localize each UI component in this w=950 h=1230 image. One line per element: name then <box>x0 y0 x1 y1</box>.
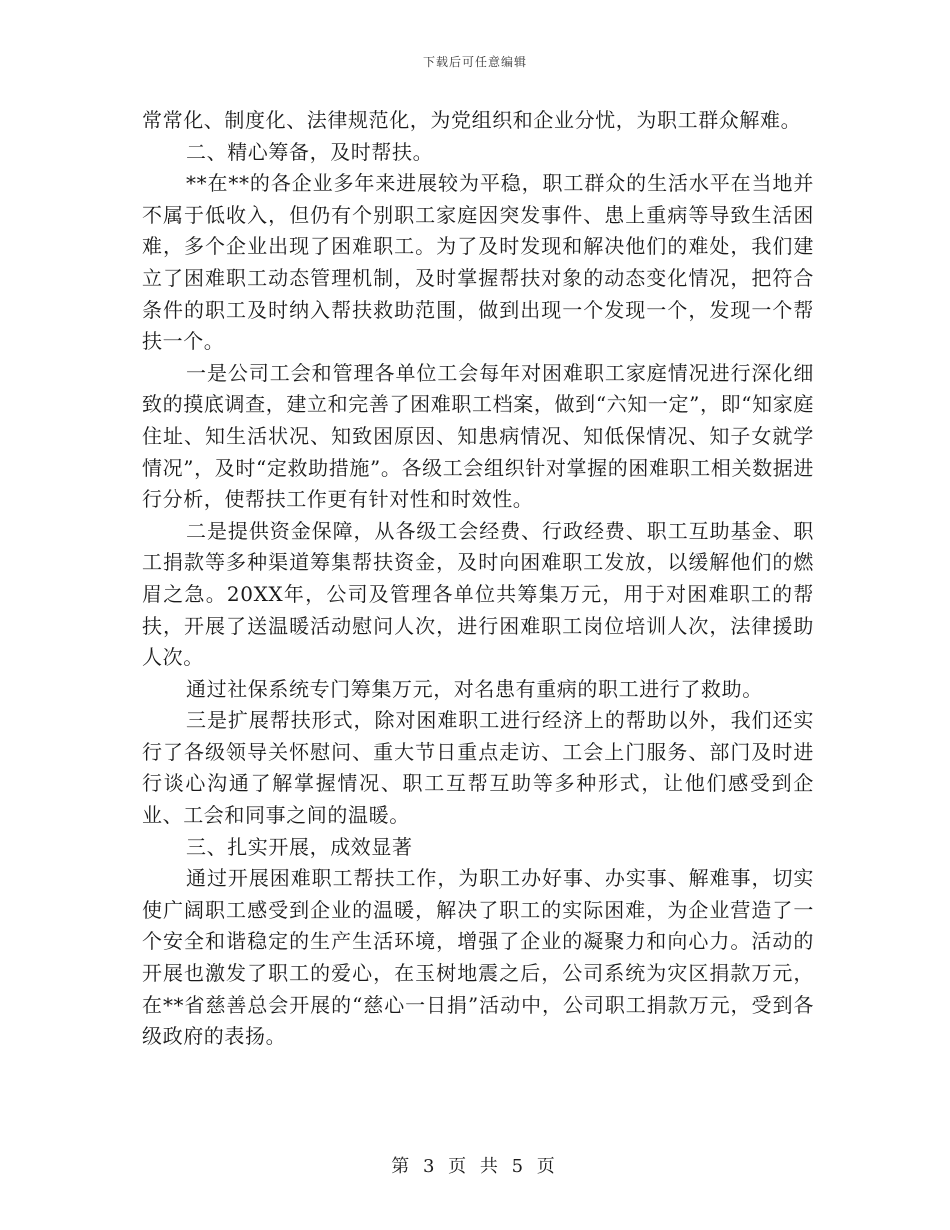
paragraph-continuation: 常常化、制度化、法律规范化，为党组织和企业分忧，为职工群众解难。 <box>142 108 802 132</box>
section-heading-3: 三、扎实开展，成效显著 <box>186 834 413 859</box>
paragraph: 一是公司工会和管理各单位工会每年对困难职工家庭情况进行深化细致的摸底调查，建立和完善了困难职工档案，做到“六知一定”，即“知家庭住址、知生活状况、知致困原因、知患病情况、知低保情况、知子女就学情况”，及时“定救助措施”。各级工会组织针对掌握的困难职工相关数据进行分析，使帮扶工作更有针对性和时效性。 <box>142 360 814 512</box>
document-body <box>142 105 814 1053</box>
section-heading-2: 二、精心筹备，及时帮扶。 <box>186 139 434 164</box>
paragraph: 通过社保系统专门筹集万元，对名患有重病的职工进行了救助。 <box>186 676 763 701</box>
paragraph: 通过开展困难职工帮扶工作，为职工办好事、办实事、解难事，切实使广阔职工感受到企业的温暖，解决了职工的实际困难，为企业营造了一个安全和谐稳定的生产生活环境，增强了企业的凝聚力和向心力。活动的开展也激发了职工的爱心，在玉树地震之后，公司系统为灾区捐款万元，在**省慈善总会开展的“慈心一日捐”活动中，公司职工捐款万元，受到各级政府的表扬。 <box>142 866 814 1049</box>
page-header: 下载后可任意编辑 <box>422 55 527 69</box>
paragraph: 三是扩展帮扶形式，除对困难职工进行经济上的帮助以外，我们还实行了各级领导关怀慰问、重大节日重点走访、工会上门服务、部门及时进行谈心沟通了解掌握情况、职工互帮互助等多种形式，让他们感受到企业、工会和同事之间的温暖。 <box>142 708 814 828</box>
page-number-footer: 第 3 页 共 5 页 <box>391 1156 559 1177</box>
paragraph: 二是提供资金保障，从各级工会经费、行政经费、职工互助基金、职工捐款等多种渠道筹集帮扶资金，及时向困难职工发放，以缓解他们的燃眉之急。20XX年，公司及管理各单位共筹集万元，用于对困难职工的帮扶，开展了送温暖活动慰问人次，进行困难职工岗位培训人次，法律援助人次。 <box>142 518 814 670</box>
paragraph: **在**的各企业多年来进展较为平稳，职工群众的生活水平在当地并不属于低收入，但仍有个别职工家庭因突发事件、患上重病等导致生活困难，多个企业出现了困难职工。为了及时发现和解决他们的难处，我们建立了困难职工动态管理机制，及时掌握帮扶对象的动态变化情况，把符合条件的职工及时纳入帮扶救助范围，做到出现一个发现一个，发现一个帮扶一个。 <box>142 171 814 354</box>
